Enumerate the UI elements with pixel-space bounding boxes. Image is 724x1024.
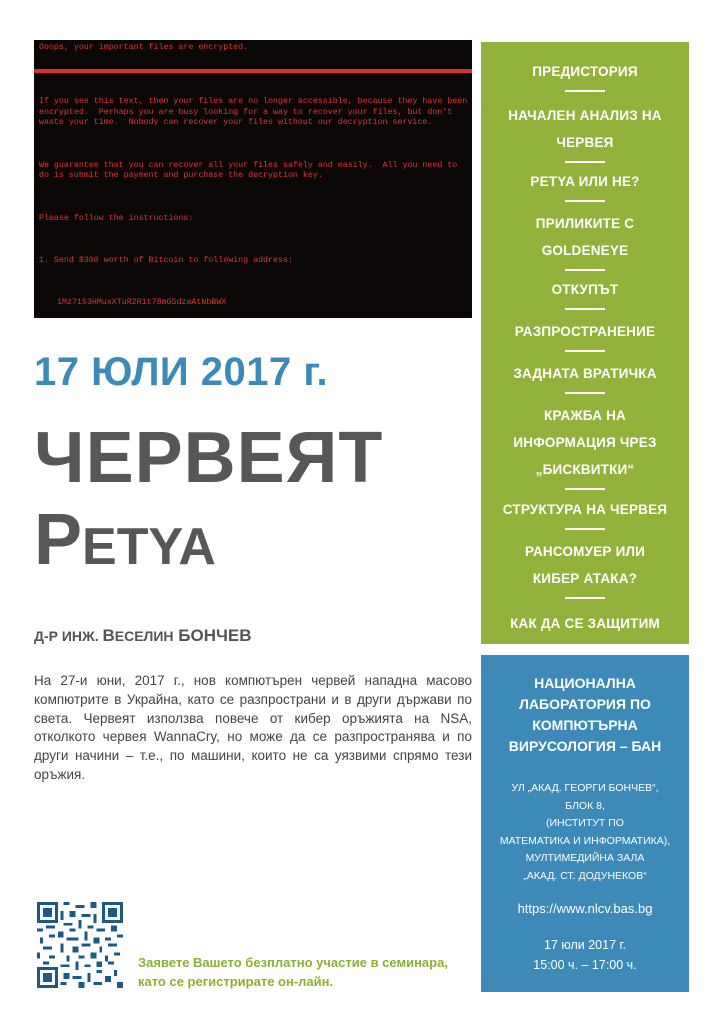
topic-divider — [565, 308, 605, 310]
intro-paragraph: На 27-и юни, 2017 г., нов компютърен червей нападна масово компютрите в Украйна, като се разпространи и в други държави по света. Червеят използва повече от кибер оръжията на NSA, отколкото червея WannaCry, но може да се разпространява и по други начини – т.е., по машини, които не са уязвими спрямо тези оръжия. — [34, 673, 472, 782]
topic-divider — [565, 269, 605, 271]
ransom-paragraph-2: We guarantee that you can recover all your files safely and easily. All you need to do is submit the payment and purchase the decryption key. — [39, 160, 463, 181]
topic-divider — [565, 528, 605, 530]
topic-link[interactable]: КАК ДА СЕ ЗАЩИТИМ — [510, 616, 660, 631]
event-date-time — [489, 935, 681, 975]
page-title-line-1: ЧЕРВЕЯТ — [34, 418, 384, 498]
ransom-step-1: 1. Send $300 worth of Bitcoin to following address: — [39, 256, 293, 266]
topic-link[interactable]: РАНСОМУЕР ИЛИ КИБЕР АТАКА? — [524, 544, 646, 586]
topic-link[interactable]: КРАЖБА НА ИНФОРМАЦИЯ ЧРЕЗ „БИСКВИТКИ“ — [513, 408, 657, 477]
topic-item[interactable] — [481, 538, 689, 592]
topic-item[interactable] — [481, 58, 689, 85]
topic-item[interactable] — [481, 102, 689, 156]
topic-link[interactable]: ОТКУПЪТ — [551, 282, 619, 297]
topic-link[interactable]: РАЗПРОСТРАНЕНИЕ — [514, 324, 656, 339]
topic-divider — [565, 90, 605, 92]
event-date-title: 17 ЮЛИ 2017 г. — [34, 350, 329, 394]
topic-link[interactable]: ПРЕДИСТОРИЯ — [532, 64, 638, 79]
page-title-line-2 — [34, 500, 216, 587]
qr-code-icon[interactable] — [37, 902, 123, 988]
topic-item[interactable] — [481, 168, 689, 195]
author-name: Д-Р ИНЖ. ВЕСЕЛИН БОНЧЕВ — [34, 626, 252, 645]
topic-link[interactable]: ЗАДНАТА ВРАТИЧКА — [513, 366, 657, 381]
topic-item[interactable] — [481, 360, 689, 387]
topic-item[interactable] — [481, 610, 689, 637]
topic-link[interactable]: PETYA ИЛИ НЕ? — [530, 174, 640, 189]
bitcoin-address: 1Mz7153HMuxXTuR2R1t78mGSdzaAtNbBWX — [57, 298, 227, 308]
ransom-header: Ooops, your important files are encrypted. — [39, 43, 249, 52]
topic-divider — [565, 392, 605, 394]
organizer-info-panel — [481, 655, 689, 992]
topic-divider — [565, 350, 605, 352]
topic-item[interactable] — [481, 496, 689, 523]
topic-divider — [565, 488, 605, 490]
topic-item[interactable] — [481, 402, 689, 483]
topic-link[interactable]: СТРУКТУРА НА ЧЕРВЕЯ — [502, 502, 668, 517]
title-rest: ETYA — [82, 518, 216, 576]
venue-address: УЛ „АКАД. ГЕОРГИ БОНЧЕВ“, БЛОК 8, (ИНСТИТУТ ПО МАТЕМАТИКА И ИНФОРМАТИКА), МУЛТИМЕДИЙНА ЗАЛА „АКАД. СТ. ДОДУНЕКОВ“ — [499, 782, 671, 882]
topic-item[interactable] — [481, 276, 689, 303]
topic-item[interactable] — [481, 210, 689, 264]
topic-link[interactable]: ПРИЛИКИТЕ С GOLDENEYE — [535, 216, 635, 258]
ransom-paragraph-3: Please follow the instructions: — [39, 213, 194, 223]
topic-item[interactable] — [481, 318, 689, 345]
ransom-body — [39, 76, 472, 318]
website-link[interactable]: https://www.nlcv.bas.bg — [517, 901, 653, 916]
ransom-red-bar — [34, 69, 472, 73]
ransom-paragraph-1: If you see this text, then your files are no longer accessible, because they have been encrypted. Perhaps you are busy looking for a way to recover your files, but don't waste your time. Nobody can recover your files without our decryption service. — [39, 97, 472, 128]
topic-divider — [565, 200, 605, 202]
topic-divider — [565, 597, 605, 599]
event-time: 15:00 ч. – 17:00 ч. — [533, 958, 637, 972]
ransom-note-screenshot — [34, 40, 472, 318]
registration-note: Заявете Вашето безплатно участие в семинара, като се регистрирате он-лайн. — [138, 955, 448, 989]
topics-panel — [481, 42, 689, 644]
organizer-name: НАЦИОНАЛНА ЛАБОРАТОРИЯ ПО КОМПЮТЪРНА ВИРУСОЛОГИЯ – БАН — [508, 675, 662, 754]
topic-divider — [565, 161, 605, 163]
title-initial: P — [34, 500, 83, 580]
event-date: 17 юли 2017 г. — [543, 938, 626, 952]
topic-link[interactable]: НАЧАЛЕН АНАЛИЗ НА ЧЕРВЕЯ — [508, 108, 662, 150]
